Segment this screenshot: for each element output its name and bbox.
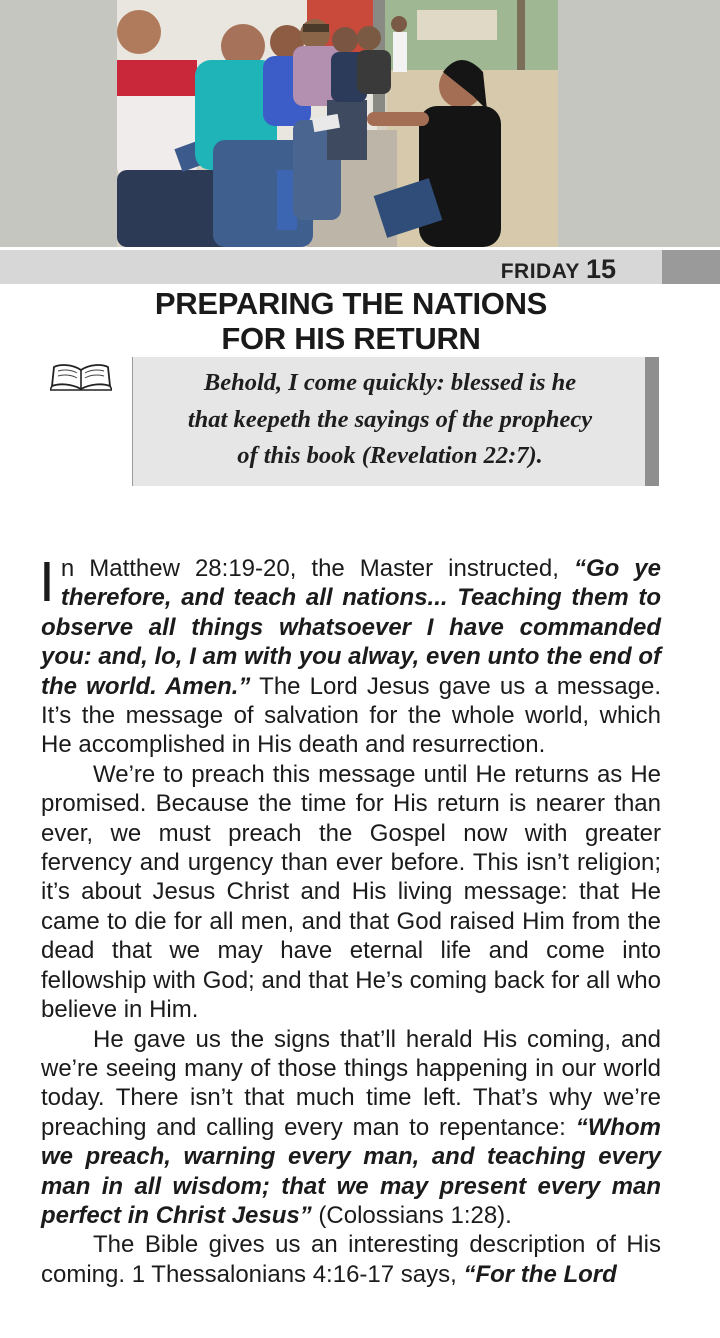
- paragraph-2: We’re to preach this message until He returns as He promised. Because the time for His return is nearer than ever, we must preach the Gospel now with greater fervency and urgency than ever before. This isn’t religion; it’s about Jesus Christ and His living message: that He came to die for all men, and that God raised Him from the dead that we may have eternal life and come into fellowship with God; and that He’s coming back for all who believe in Him.: [41, 760, 661, 1024]
- scripture-quote-colossians: “Whom we preach, warning every man, and teaching every man in all wisdom; that we may present every man perfect in Christ Jesus”: [41, 1113, 661, 1229]
- photo-banner: [0, 0, 720, 247]
- paragraph-1-lead: n Matthew 28:19-20, the Master instructed,: [60, 555, 574, 582]
- verse-line-3: of this book (Revelation 22:7).: [237, 442, 543, 469]
- open-book-icon: [50, 362, 112, 399]
- date-bar-accent: [662, 250, 720, 284]
- day-number: 15: [585, 254, 616, 284]
- weekday: FRIDAY: [500, 260, 580, 283]
- verse-line-1: Behold, I come quickly: blessed is he: [203, 369, 577, 396]
- scripture-verse-box: [132, 357, 659, 486]
- devotional-photo: [117, 0, 558, 247]
- paragraph-1-rest: The Lord Jesus gave us a message. It’s the message of salvation for the whole world, which He accomplished in His death and resurrection.: [41, 672, 661, 759]
- verse-box-accent: [645, 357, 659, 486]
- date-label: [501, 254, 616, 284]
- scripture-quote-matthew: “Go ye therefore, and teach all nations... Teaching them to observe all things whatsoever I have commanded you: and, lo, I am with you alway, even unto the end of the world. Amen.”: [41, 555, 661, 700]
- date-bar: [0, 250, 720, 284]
- drop-cap: I: [39, 550, 55, 614]
- paragraph-4: [41, 1230, 661, 1289]
- paragraph-3: [41, 1025, 661, 1231]
- paragraph-1: [39, 550, 661, 760]
- paragraph-4-lead: The Bible gives us an interesting description of His coming. 1 Thessalonians 4:16-17 says,: [41, 1231, 661, 1288]
- scripture-quote-thessalonians: “For the Lord: [463, 1260, 617, 1288]
- title-line-2: FOR HIS RETURN: [221, 321, 481, 356]
- title-line-1: PREPARING THE NATIONS: [154, 286, 548, 321]
- devotional-body: [39, 550, 661, 1289]
- paragraph-3-rest: (Colossians 1:28).: [311, 1201, 512, 1229]
- paragraph-3-lead: He gave us the signs that’ll herald His coming, and we’re seeing many of those things happening in our world today. There isn’t that much time left. That’s why we’re preaching and calling every man to repentance:: [41, 1025, 661, 1141]
- devotional-title: [0, 286, 702, 356]
- scripture-verse: [141, 365, 639, 475]
- verse-line-2: that keepeth the sayings of the prophecy: [187, 405, 593, 433]
